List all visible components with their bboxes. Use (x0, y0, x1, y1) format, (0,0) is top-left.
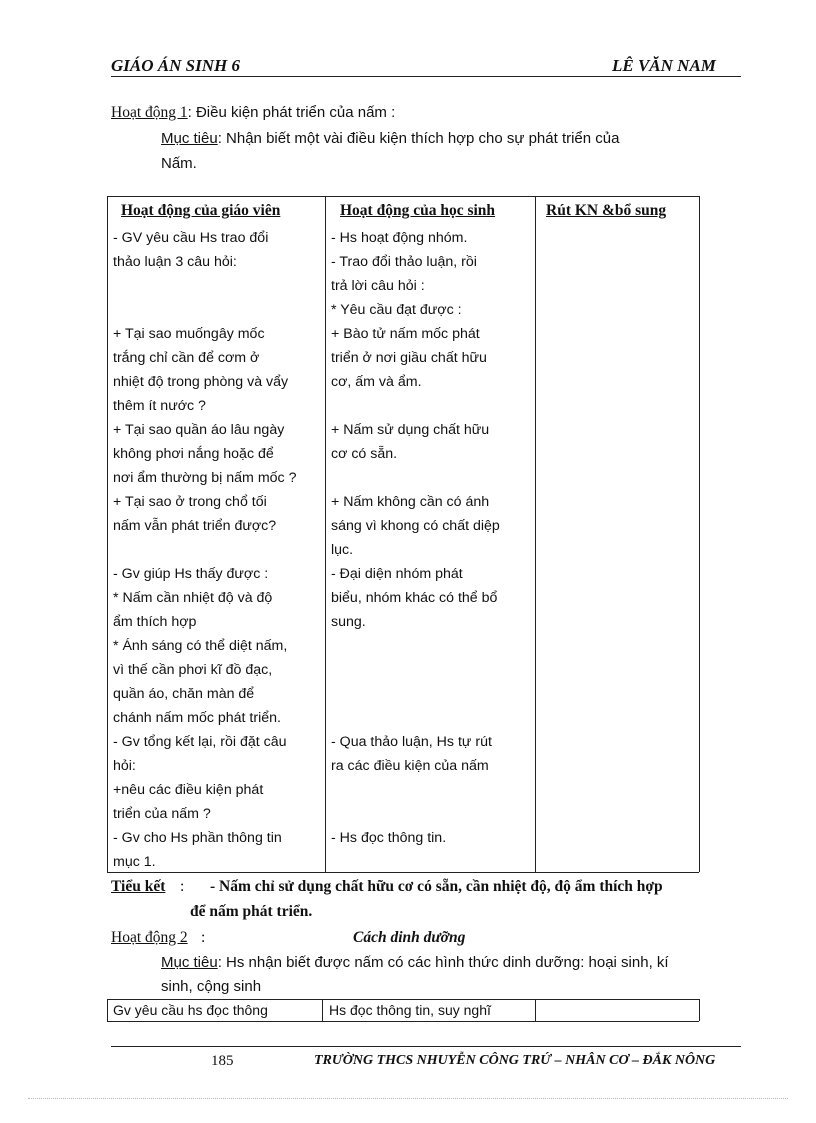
student-activity-line: + Bào tử nấm mốc phát (331, 326, 480, 342)
student-activity-line (331, 778, 500, 802)
teacher-activity-line (113, 274, 296, 298)
teacher-activity-line: nơi ẩm thường bị nấm mốc ? (113, 470, 297, 486)
table-left-border (107, 196, 108, 872)
teacher-activity-line: hỏi: (113, 758, 136, 774)
column-header-notes: Rút KN &bổ sung (546, 202, 667, 219)
activity1-objective-line2: Nấm. (161, 155, 197, 172)
activity2-objective-label: Mục tiêu (161, 954, 218, 971)
activity2-title: Cách dinh dưỡng (353, 929, 466, 946)
page-number: 185 (211, 1053, 234, 1069)
activity2-objective (161, 954, 669, 971)
student-activity-line: biểu, nhóm khác có thể bổ (331, 590, 498, 606)
footer-school: TRƯỜNG THCS NHUYỄN CÔNG TRỨ – NHÂN CƠ – ĐẮK NÔNG (314, 1053, 716, 1068)
student-activity-line (331, 634, 500, 658)
teacher-activity-line: nấm vẫn phát triển được? (113, 518, 277, 534)
table2-divider-2 (535, 999, 536, 1021)
header-title-right: LÊ VĂN NAM (612, 56, 716, 75)
teacher-activity-line: quần áo, chăn màn để (113, 686, 255, 702)
student-activity-line: cơ có sẵn. (331, 446, 398, 462)
teacher-activity-line: không phơi nắng hoặc để (113, 446, 274, 462)
student-activity-line (331, 850, 500, 874)
teacher-activity-line: ẩm thích hợp (113, 614, 197, 630)
teacher-activity-line: * Ánh sáng có thể diệt nấm, (113, 638, 288, 654)
teacher-activity-line: vì thế cần phơi kĩ đồ đạc, (113, 662, 273, 678)
page-bottom-dotted-line (28, 1098, 788, 1099)
activity1-objective-text: : Nhận biết một vài điều kiện thích hợp cho sự phát triển của (217, 130, 620, 147)
teacher-activity-line (113, 298, 296, 322)
student-activity-line: ra các điều kiện của nấm (331, 758, 489, 774)
summary-label: Tiểu kết (111, 878, 166, 895)
teacher-activity-line: thảo luận 3 câu hỏi: (113, 254, 237, 270)
student-activity-line: - Đại diện nhóm phát (331, 566, 463, 582)
teacher-activity-line: - GV yêu cầu Hs trao đổi (113, 230, 269, 246)
table-divider-2 (535, 196, 536, 872)
summary-colon: : (180, 878, 185, 895)
teacher-activity-line: +nêu các điều kiện phát (113, 782, 264, 798)
activity2-colon: : (201, 929, 206, 946)
teacher-activity-line: mục 1. (113, 854, 156, 870)
teacher-activity-line: triển của nấm ? (113, 806, 211, 822)
student-activity-line: - Trao đổi thảo luận, rồi (331, 254, 477, 270)
teacher-activity-line: + Tại sao muốngây mốc (113, 326, 265, 342)
student-activity-line (331, 466, 500, 490)
student-activity-line: trả lời câu hỏi : (331, 278, 425, 294)
teacher-activity-line: nhiệt độ trong phòng và vẩy (113, 374, 289, 390)
student-activity-line: - Hs đọc thông tin. (331, 830, 447, 846)
activity2-label: Hoạt động 2 (111, 929, 188, 946)
activity2-objective-line2: sinh, cộng sinh (161, 978, 262, 995)
table2-left-border (107, 999, 108, 1021)
summary-line1: - Nấm chỉ sử dụng chất hữu cơ có sẵn, cần nhiệt độ, độ ẩm thích hợp (210, 878, 663, 895)
teacher-activity-line: + Tại sao quần áo lâu ngày (113, 422, 285, 438)
student-activity-line: cơ, ấm và ẩm. (331, 374, 422, 390)
summary-line2: để nấm phát triển. (190, 903, 313, 920)
activity1-title: : Điều kiện phát triển của nấm : (187, 104, 396, 121)
student-activity-column (331, 226, 500, 874)
teacher-activity-line: - Gv cho Hs phần thông tin (113, 830, 282, 846)
student-activity-line: sáng vì khong có chất diệp (331, 518, 500, 534)
table-top-border (107, 196, 699, 197)
activity1-heading (111, 104, 395, 122)
table-divider-1 (325, 196, 326, 872)
teacher-activity-line: trắng chỉ cần để cơm ở (113, 350, 260, 366)
teacher-activity-line: + Tại sao ở trong chổ tối (113, 494, 267, 510)
teacher-activity-column (113, 226, 296, 874)
table2-bottom-border (107, 1021, 699, 1022)
column-header-teacher: Hoạt động của giáo viên (121, 202, 281, 219)
student-activity-line (331, 658, 500, 682)
table2-teacher-cell: Gv yêu cầu hs đọc thông (113, 1002, 268, 1018)
teacher-activity-line: chánh nấm mốc phát triển. (113, 710, 281, 726)
student-activity-line (331, 394, 500, 418)
footer-rule (111, 1046, 741, 1047)
activity1-objective (161, 130, 619, 147)
teacher-activity-line (113, 538, 296, 562)
student-activity-line (331, 706, 500, 730)
table2-divider-1 (322, 999, 323, 1021)
student-activity-line: * Yêu cầu đạt được : (331, 302, 462, 318)
student-activity-line: + Nấm không cần có ánh (331, 494, 490, 510)
student-activity-line: + Nấm sử dụng chất hữu (331, 422, 490, 438)
activity2-objective-text: : Hs nhận biết được nấm có các hình thức dinh dưỡng: hoại sinh, kí (217, 954, 669, 971)
teacher-activity-line: thêm ít nước ? (113, 398, 206, 414)
activity1-objective-label: Mục tiêu (161, 130, 218, 147)
student-activity-line: triển ở nơi giầu chất hữu (331, 350, 487, 366)
student-activity-line: - Hs hoạt động nhóm. (331, 230, 468, 246)
header-rule (111, 76, 741, 77)
table2-top-border (107, 999, 699, 1000)
column-header-student: Hoạt động của học sinh (340, 202, 496, 219)
table-right-border (699, 196, 700, 872)
student-activity-line: - Qua thảo luận, Hs tự rút (331, 734, 492, 750)
student-activity-line (331, 682, 500, 706)
student-activity-line (331, 802, 500, 826)
teacher-activity-line: * Nấm cần nhiệt độ và độ (113, 590, 273, 606)
teacher-activity-line: - Gv tổng kết lại, rồi đặt câu (113, 734, 287, 750)
table2-right-border (699, 999, 700, 1021)
student-activity-line: lục. (331, 542, 354, 558)
student-activity-line: sung. (331, 614, 366, 630)
table2-student-cell: Hs đọc thông tin, suy nghĩ (329, 1002, 491, 1018)
header-title-left: GIÁO ÁN SINH 6 (111, 56, 240, 75)
activity1-label: Hoạt động 1 (111, 104, 188, 121)
teacher-activity-line: - Gv giúp Hs thấy được : (113, 566, 269, 582)
